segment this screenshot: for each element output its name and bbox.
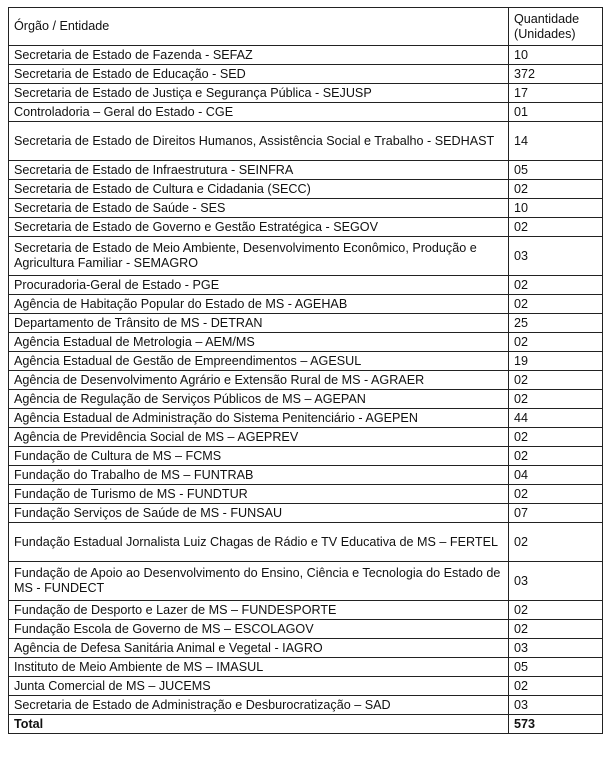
quantity-cell: 19 — [509, 352, 603, 371]
entity-cell: Instituto de Meio Ambiente de MS – IMASUL — [9, 658, 509, 677]
quantity-cell: 02 — [509, 620, 603, 639]
table-row — [9, 466, 603, 485]
quantity-cell: 02 — [509, 677, 603, 696]
table-row — [9, 295, 603, 314]
table-row — [9, 390, 603, 409]
quantity-cell: 25 — [509, 314, 603, 333]
table-row — [9, 601, 603, 620]
table-row — [9, 696, 603, 715]
table-row — [9, 504, 603, 523]
quantity-cell: 02 — [509, 276, 603, 295]
table-row — [9, 485, 603, 504]
quantity-cell: 10 — [509, 199, 603, 218]
entity-cell: Controladoria – Geral do Estado - CGE — [9, 103, 509, 122]
quantity-cell: 17 — [509, 84, 603, 103]
table-row — [9, 237, 603, 276]
entity-cell: Secretaria de Estado de Justiça e Segurança Pública - SEJUSP — [9, 84, 509, 103]
table-row — [9, 103, 603, 122]
quantity-cell: 02 — [509, 295, 603, 314]
quantity-cell: 02 — [509, 218, 603, 237]
table-row — [9, 46, 603, 65]
quantity-cell: 03 — [509, 237, 603, 276]
table-row — [9, 352, 603, 371]
entity-cell: Secretaria de Estado de Governo e Gestão Estratégica - SEGOV — [9, 218, 509, 237]
quantity-cell: 02 — [509, 447, 603, 466]
entity-cell: Fundação Escola de Governo de MS – ESCOLAGOV — [9, 620, 509, 639]
table-row — [9, 639, 603, 658]
table-row — [9, 523, 603, 562]
quantity-cell: 05 — [509, 658, 603, 677]
entity-cell: Secretaria de Estado de Saúde - SES — [9, 199, 509, 218]
quantity-cell: 01 — [509, 103, 603, 122]
quantity-cell: 44 — [509, 409, 603, 428]
table-row — [9, 122, 603, 161]
entity-cell: Agência de Desenvolvimento Agrário e Extensão Rural de MS - AGRAER — [9, 371, 509, 390]
entity-cell: Fundação do Trabalho de MS – FUNTRAB — [9, 466, 509, 485]
quantity-cell: 05 — [509, 161, 603, 180]
entity-cell: Agência Estadual de Administração do Sistema Penitenciário - AGEPEN — [9, 409, 509, 428]
table-row — [9, 199, 603, 218]
table-row — [9, 218, 603, 237]
total-label: Total — [9, 715, 509, 734]
entity-cell: Agência Estadual de Gestão de Empreendimentos – AGESUL — [9, 352, 509, 371]
table-row — [9, 677, 603, 696]
table-row — [9, 65, 603, 84]
entity-cell: Secretaria de Estado de Educação - SED — [9, 65, 509, 84]
entity-cell: Fundação de Cultura de MS – FCMS — [9, 447, 509, 466]
total-row — [9, 715, 603, 734]
quantity-cell: 02 — [509, 523, 603, 562]
entity-cell: Junta Comercial de MS – JUCEMS — [9, 677, 509, 696]
quantity-cell: 07 — [509, 504, 603, 523]
header-entity: Órgão / Entidade — [9, 8, 509, 46]
table-row — [9, 84, 603, 103]
entity-cell: Fundação de Desporto e Lazer de MS – FUNDESPORTE — [9, 601, 509, 620]
entity-cell: Agência de Defesa Sanitária Animal e Vegetal - IAGRO — [9, 639, 509, 658]
table-row — [9, 447, 603, 466]
quantity-cell: 02 — [509, 601, 603, 620]
entity-cell: Procuradoria-Geral de Estado - PGE — [9, 276, 509, 295]
entity-cell: Secretaria de Estado de Direitos Humanos, Assistência Social e Trabalho - SEDHAST — [9, 122, 509, 161]
table-row — [9, 333, 603, 352]
entity-cell: Departamento de Trânsito de MS - DETRAN — [9, 314, 509, 333]
table-row — [9, 620, 603, 639]
table-row — [9, 276, 603, 295]
quantity-cell: 02 — [509, 428, 603, 447]
quantity-cell: 02 — [509, 390, 603, 409]
table-row — [9, 371, 603, 390]
entity-cell: Agência Estadual de Metrologia – AEM/MS — [9, 333, 509, 352]
table-row — [9, 428, 603, 447]
quantity-cell: 10 — [509, 46, 603, 65]
entity-cell: Fundação Serviços de Saúde de MS - FUNSAU — [9, 504, 509, 523]
table-row — [9, 161, 603, 180]
entities-table — [8, 7, 603, 734]
table-row — [9, 658, 603, 677]
quantity-cell: 372 — [509, 65, 603, 84]
quantity-cell: 03 — [509, 696, 603, 715]
quantity-cell: 04 — [509, 466, 603, 485]
table-row — [9, 562, 603, 601]
table-row — [9, 180, 603, 199]
entity-cell: Secretaria de Estado de Administração e Desburocratização – SAD — [9, 696, 509, 715]
quantity-cell: 02 — [509, 485, 603, 504]
entity-cell: Agência de Habitação Popular do Estado de MS - AGEHAB — [9, 295, 509, 314]
header-quantity: Quantidade (Unidades) — [509, 8, 603, 46]
quantity-cell: 03 — [509, 562, 603, 601]
quantity-cell: 02 — [509, 180, 603, 199]
entity-cell: Secretaria de Estado de Fazenda - SEFAZ — [9, 46, 509, 65]
quantity-cell: 14 — [509, 122, 603, 161]
entity-cell: Agência de Previdência Social de MS – AGEPREV — [9, 428, 509, 447]
entity-cell: Secretaria de Estado de Infraestrutura - SEINFRA — [9, 161, 509, 180]
table-row — [9, 409, 603, 428]
table-body — [9, 46, 603, 715]
entity-cell: Fundação de Apoio ao Desenvolvimento do Ensino, Ciência e Tecnologia do Estado de MS - FUNDECT — [9, 562, 509, 601]
entity-cell: Secretaria de Estado de Meio Ambiente, Desenvolvimento Econômico, Produção e Agricultura Familiar - SEMAGRO — [9, 237, 509, 276]
entity-cell: Fundação de Turismo de MS - FUNDTUR — [9, 485, 509, 504]
quantity-cell: 02 — [509, 371, 603, 390]
quantity-cell: 03 — [509, 639, 603, 658]
quantity-cell: 02 — [509, 333, 603, 352]
entity-cell: Secretaria de Estado de Cultura e Cidadania (SECC) — [9, 180, 509, 199]
table-header-row — [9, 8, 603, 46]
table-row — [9, 314, 603, 333]
entity-cell: Fundação Estadual Jornalista Luiz Chagas de Rádio e TV Educativa de MS – FERTEL — [9, 523, 509, 562]
entity-cell: Agência de Regulação de Serviços Públicos de MS – AGEPAN — [9, 390, 509, 409]
total-quantity: 573 — [509, 715, 603, 734]
